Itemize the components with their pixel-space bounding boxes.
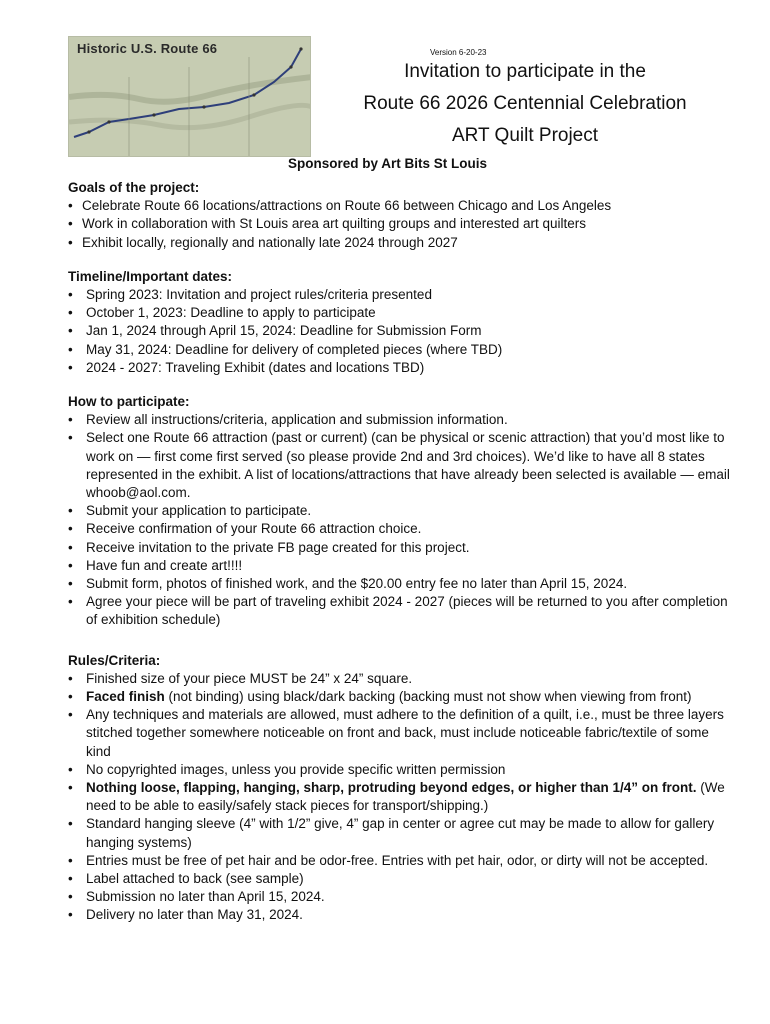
list-item: • Standard hanging sleeve (4” with 1/2” give, 4” gap in center or agree cut may be made to allow for gallery hanging systems) bbox=[68, 816, 715, 850]
how-section bbox=[68, 393, 733, 630]
bullet-icon: • bbox=[68, 707, 73, 723]
list-item: • Receive invitation to the private FB page created for this project. bbox=[68, 539, 733, 557]
route-66-map-logo bbox=[68, 36, 311, 157]
list-item: • Entries must be free of pet hair and be odor-free. Entries with pet hair, odor, or dirty will not be accepted. bbox=[68, 852, 733, 870]
bullet-icon: • bbox=[68, 234, 73, 250]
list-item: • Faced finish (not binding) using black/dark backing (backing must not show when viewing from front) bbox=[68, 688, 733, 706]
timeline-section bbox=[68, 268, 733, 377]
bullet-icon: • bbox=[68, 780, 73, 796]
list-item: • Submission no later than April 15, 2024. bbox=[68, 888, 733, 906]
bullet-icon: • bbox=[68, 670, 73, 686]
list-item: • Exhibit locally, regionally and nationally late 2024 through 2027 bbox=[68, 234, 733, 252]
timeline-heading: Timeline/Important dates: bbox=[68, 268, 233, 284]
bullet-icon: • bbox=[68, 576, 73, 592]
bullet-icon: • bbox=[68, 871, 73, 887]
title-line-3: ART Quilt Project bbox=[451, 125, 599, 146]
list-item: • May 31, 2024: Deadline for delivery of completed pieces (where TBD) bbox=[68, 341, 733, 359]
bullet-icon: • bbox=[68, 430, 73, 446]
list-item: • Review all instructions/criteria, application and submission information. bbox=[68, 411, 733, 429]
title-line-2: Route 66 2026 Centennial Celebration bbox=[363, 93, 687, 114]
how-heading: How to participate: bbox=[68, 394, 190, 409]
list-item: • Celebrate Route 66 locations/attractions on Route 66 between Chicago and Los Angeles bbox=[68, 197, 733, 215]
list-item: • October 1, 2023: Deadline to apply to participate bbox=[68, 304, 733, 322]
bullet-icon: • bbox=[68, 521, 73, 537]
list-item: • Any techniques and materials are allowed, must adhere to the definition of a quilt, i.e., must be three layers stitched together somewhere noticeable on front and back, must include noticeable fabric/textile of some kind bbox=[68, 707, 724, 759]
goals-list bbox=[68, 197, 733, 252]
rules-section bbox=[68, 652, 733, 925]
bullet-icon: • bbox=[68, 689, 73, 705]
list-item: • Nothing loose, flapping, hanging, sharp, protruding beyond edges, or higher than 1/4” on front. (We need to be able to easily/safely stack pieces for transport/shipping.) bbox=[68, 780, 725, 814]
bullet-icon: • bbox=[68, 539, 73, 555]
list-item: • Spring 2023: Invitation and project rules/criteria presented bbox=[68, 286, 733, 304]
document-body bbox=[68, 179, 733, 925]
list-item: • Select one Route 66 attraction (past or current) (can be physical or scenic attraction) that you’d most like to work on — first come first served (so please provide 2nd and 3rd choices). We’d like to have all 8 states represented in the exhibit. A list of locations/attractions that have already been selected is available — email whoob@aol.com. bbox=[68, 430, 730, 500]
list-item: • Submit your application to participate. bbox=[68, 502, 733, 520]
list-item: • Delivery no later than May 31, 2024. bbox=[68, 906, 733, 924]
timeline-list bbox=[68, 286, 733, 377]
list-item: • Jan 1, 2024 through April 15, 2024: Deadline for Submission Form bbox=[68, 322, 733, 340]
list-item: • No copyrighted images, unless you provide specific written permission bbox=[68, 761, 733, 779]
list-item: • Submit form, photos of finished work, and the $20.00 entry fee no later than April 15, 2024. bbox=[68, 575, 733, 593]
list-item: • 2024 - 2027: Traveling Exhibit (dates and locations TBD) bbox=[68, 359, 733, 377]
how-list bbox=[68, 411, 733, 629]
bullet-icon: • bbox=[68, 323, 73, 339]
rules-heading: Rules/Criteria: bbox=[68, 652, 161, 668]
bullet-icon: • bbox=[68, 816, 73, 832]
list-item: • Work in collaboration with St Louis area art quilting groups and interested art quilters bbox=[68, 215, 733, 233]
bullet-icon: • bbox=[68, 557, 73, 573]
bullet-icon: • bbox=[68, 359, 73, 375]
bullet-icon: • bbox=[68, 503, 73, 519]
bullet-icon: • bbox=[68, 286, 73, 302]
list-item: • Receive confirmation of your Route 66 attraction choice. bbox=[68, 520, 733, 538]
version-label: Version 6-20-23 bbox=[430, 48, 487, 57]
bullet-icon: • bbox=[68, 216, 73, 232]
list-item: • Have fun and create art!!!! bbox=[68, 557, 733, 575]
bullet-icon: • bbox=[68, 761, 73, 777]
goals-heading: Goals of the project: bbox=[68, 180, 200, 195]
bullet-icon: • bbox=[68, 907, 73, 923]
title-line-1: Invitation to participate in the bbox=[404, 61, 646, 82]
list-item: • Label attached to back (see sample) bbox=[68, 870, 733, 888]
bullet-icon: • bbox=[68, 889, 73, 905]
map-title: Historic U.S. Route 66 bbox=[77, 41, 218, 56]
bullet-icon: • bbox=[68, 305, 73, 321]
goals-section bbox=[68, 179, 733, 252]
bullet-icon: • bbox=[68, 341, 73, 357]
bullet-icon: • bbox=[68, 594, 73, 610]
list-item: • Agree your piece will be part of traveling exhibit 2024 - 2027 (pieces will be returned to you after completion of exhibition schedule) bbox=[68, 594, 728, 628]
bullet-icon: • bbox=[68, 412, 73, 428]
list-item: • Finished size of your piece MUST be 24” x 24” square. bbox=[68, 670, 733, 688]
bullet-icon: • bbox=[68, 852, 73, 868]
sponsor-line: Sponsored by Art Bits St Louis bbox=[288, 156, 488, 171]
rules-list bbox=[68, 670, 733, 925]
bullet-icon: • bbox=[68, 198, 73, 214]
